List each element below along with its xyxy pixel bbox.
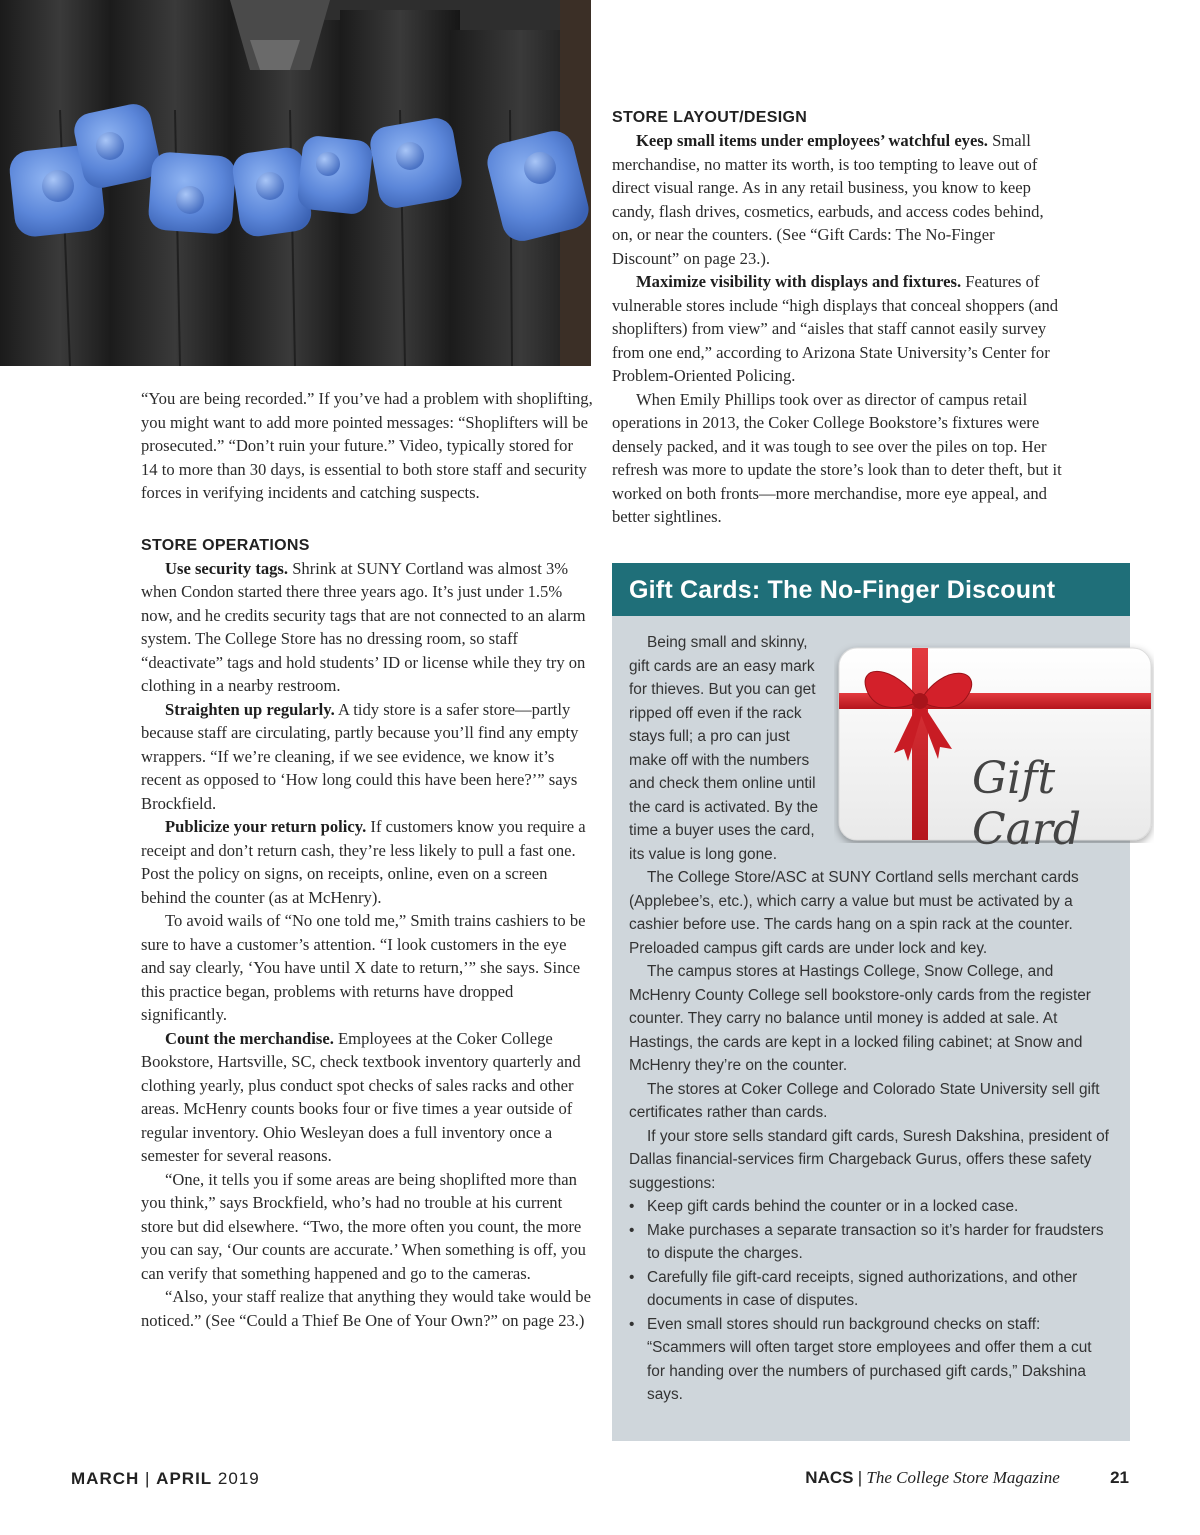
- security-tags-photo: [0, 0, 591, 366]
- jackets-with-tags-image: [0, 0, 591, 366]
- issue-date: MARCH | APRIL 2019: [71, 1469, 260, 1488]
- phillips-paragraph: When Emily Phillips took over as director of campus retail operations in 2013, the Coker College Bookstore’s fixtures were densely packed, and it was tough to see over the piles on top. Her refresh was more to update the store’s look than to deter theft, but it worked on both fronts—more merchandise, more eye appeal, and better sightlines.: [612, 389, 1062, 526]
- staff-notice-paragraph: “Also, your staff realize that anything they would take would be noticed.” (See “Could a Thief Be One of Your Own?” on page 23.): [141, 1287, 591, 1330]
- org-name: NACS: [805, 1468, 854, 1487]
- straighten-lead: Straighten up regularly.: [165, 699, 335, 719]
- gift-card-lettering: Gift Card: [972, 753, 1082, 855]
- sidebar-coker-paragraph: The stores at Coker College and Colorado State University sell gift certificates rather than cards.: [629, 1080, 1100, 1121]
- cashier-paragraph: To avoid wails of “No one told me,” Smith trains cashiers to be sure to have a customer’s attention. “I look customers in the eye and say clearly, ‘You have until X date to return,’” she says. Since this practice began, problems with returns have dropped significantly.: [141, 911, 586, 1024]
- small-items-lead: Keep small items under employees’ watchful eyes.: [636, 131, 988, 150]
- magazine-title: The College Store Magazine: [866, 1468, 1060, 1487]
- sidebar-hastings-paragraph: The campus stores at Hastings College, Snow College, and McHenry County College sell bookstore-only cards from the register counter. They carry no balance until money is added at sale. At Hastings, the cards are kept in a locked filing cabinet; at Snow and McHenry they’re on the counter.: [629, 963, 1091, 1074]
- left-column: [141, 387, 593, 1332]
- count-merch-paragraph: Count the merchandise. Employees at the Coker College Bookstore, Hartsville, SC, check textbook inventory quarterly and clothing yearly, plus conduct spot checks of sales racks and other areas. McHenry counts books four or five times a year outside of regular inventory. Ohio Wesleyan does a full inventory once a semester for several reasons.: [141, 1028, 581, 1165]
- security-tags-lead: Use security tags.: [165, 558, 289, 578]
- store-layout-heading: STORE LAYOUT/DESIGN: [612, 109, 808, 126]
- safety-suggestions-list: [629, 1195, 1113, 1407]
- right-column: [612, 106, 1064, 529]
- return-policy-paragraph: Publicize your return policy. If customers know you require a receipt and don’t return cash, they’re less likely to pull a fast one. Post the policy on signs, on receipts, online, even on a screen behind the counter (as at McHenry).: [141, 817, 586, 907]
- sidebar-cortland-paragraph: The College Store/ASC at SUNY Cortland sells merchant cards (Applebee’s, etc.), which carry a value but must be activated by a cashier before use. The cards hang on a spin rack at the counter. Preloaded campus gift cards are under lock and key.: [629, 869, 1079, 957]
- publication-credit: NACS | The College Store Magazine 21: [805, 1468, 1129, 1487]
- list-item: • Carefully file gift-card receipts, signed authorizations, and other documents in case of disputes.: [629, 1266, 1113, 1313]
- small-items-paragraph: Keep small items under employees’ watchful eyes. Small merchandise, no matter its worth, is too tempting to leave out of direct visual range. As in any retail business, you know to keep candy, flash drives, cosmetics, earbuds, and access codes behind, on, or near the counters. (See “Gift Cards: The No-Finger Discount” on page 23.).: [612, 131, 1044, 268]
- store-operations-heading: STORE OPERATIONS: [141, 536, 310, 554]
- page-number: 21: [1110, 1468, 1129, 1487]
- sidebar-body: [629, 631, 1113, 1407]
- sidebar-title: Gift Cards: The No-Finger Discount: [612, 563, 1130, 616]
- list-item: • Keep gift cards behind the counter or in a locked case.: [629, 1195, 1113, 1219]
- sidebar-intro: Being small and skinny, gift cards are an easy mark for thieves. But you can get ripped off even if the rack stays full; a pro can just make off with the numbers and check them online until the card is activated. By the time a buyer uses the card, its value is long gone.: [629, 634, 819, 863]
- sidebar-dakshina-paragraph: If your store sells standard gift cards, Suresh Dakshina, president of Dallas financial-services firm Chargeback Gurus, offers these safety suggestions:: [629, 1127, 1109, 1192]
- straighten-paragraph: Straighten up regularly. A tidy store is a safer store—partly because staff are circulating, partly because you’ll find any empty wrappers. “If we’re cleaning, if we see evidence, we know it’s recent as opposed to ‘How long could this have been here?’” says Brockfield.: [141, 699, 579, 813]
- gift-cards-sidebar: [612, 563, 1130, 1441]
- visibility-lead: Maximize visibility with displays and fixtures.: [636, 272, 962, 291]
- return-policy-lead: Publicize your return policy.: [165, 817, 367, 836]
- security-tags-paragraph: Use security tags. Shrink at SUNY Cortland was almost 3% when Condon started there three years ago. It’s just under 1.5% now, and he credits security tags that are not connected to an alarm system. The College Store has no dressing room, so staff “deactivate” tags and hold students’ ID or license while they try on clothing in a nearby restroom.: [141, 558, 586, 695]
- list-item: • Make purchases a separate transaction so it’s harder for fraudsters to dispute the charges.: [629, 1219, 1113, 1266]
- list-item: • Even small stores should run background checks on staff: “Scammers will often target store employees and offer them a cut for handing over the numbers of purchased gift cards,” Dakshina says.: [629, 1313, 1113, 1407]
- visibility-paragraph: Maximize visibility with displays and fixtures. Features of vulnerable stores include “high displays that conceal shoppers (and shoplifters) from view” and “aisles that staff cannot easily survey from one end,” according to Arizona State University’s Center for Problem-Oriented Policing.: [612, 272, 1059, 385]
- brockfield-quote-paragraph: “One, it tells you if some areas are being shoplifted more than you think,” says Brockfield, who’s had no trouble at his current store but did elsewhere. “Two, the more often you count, the more you can say, ‘Our counts are accurate.’ When something is off, you can verify that something happened and go to the cameras.: [141, 1169, 586, 1283]
- count-merch-lead: Count the merchandise.: [165, 1028, 334, 1048]
- video-paragraph: “You are being recorded.” If you’ve had a problem with shoplifting, you might want to add more pointed messages: “Shoplifters will be prosecuted.” “Don’t ruin your future.” Video, typically stored for 14 to more than 30 days, is essential to both store staff and security forces in verifying incidents and catching suspects.: [141, 389, 593, 502]
